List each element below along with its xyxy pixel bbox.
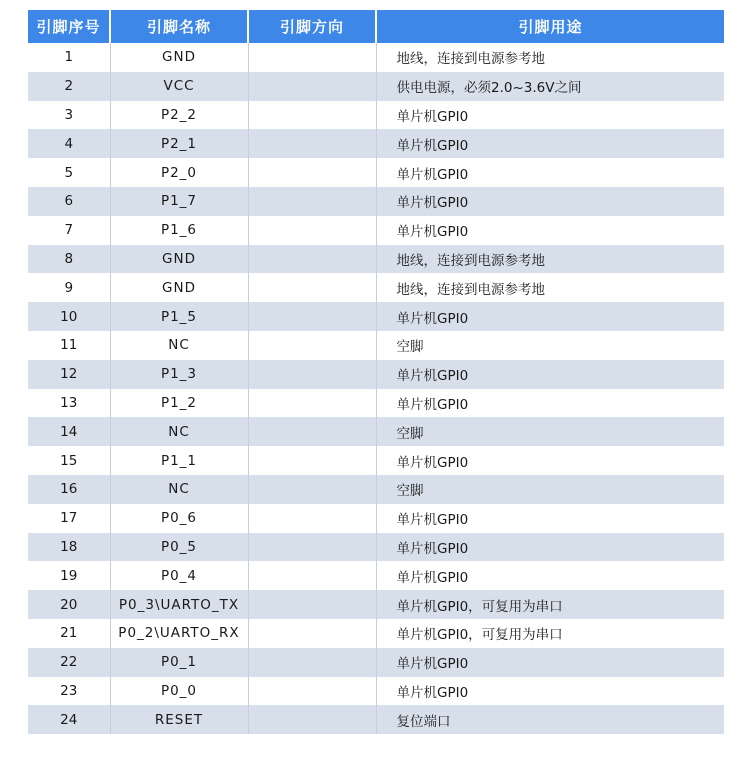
table-row — [28, 331, 724, 360]
pin-direction-cell — [248, 648, 376, 677]
pin-name-cell: P0_4 — [110, 561, 248, 590]
pin-name-cell: VCC — [110, 72, 248, 101]
table-row — [28, 72, 724, 101]
pin-usage-cell: 单片机GPI0 — [376, 101, 724, 130]
pin-name-cell: P0_6 — [110, 504, 248, 533]
pin-number-cell: 8 — [28, 245, 110, 274]
pin-usage-cell: 单片机GPI0 — [376, 360, 724, 389]
pin-number-cell: 24 — [28, 705, 110, 734]
table-row — [28, 389, 724, 418]
table-row — [28, 533, 724, 562]
pin-usage-cell: 空脚 — [376, 331, 724, 360]
pin-usage-cell: 单片机GPI0 — [376, 389, 724, 418]
pin-name-cell: P0_0 — [110, 677, 248, 706]
pin-table — [28, 10, 724, 734]
pin-direction-cell — [248, 446, 376, 475]
pin-direction-cell — [248, 360, 376, 389]
pin-name-cell: NC — [110, 475, 248, 504]
table-row — [28, 360, 724, 389]
pin-direction-cell — [248, 101, 376, 130]
pin-name-cell: P0_5 — [110, 533, 248, 562]
header-pin-number: 引脚序号 — [28, 10, 110, 43]
header-pin-name: 引脚名称 — [110, 10, 248, 43]
table-row — [28, 158, 724, 187]
pin-usage-cell: 单片机GPI0 — [376, 504, 724, 533]
pin-direction-cell — [248, 245, 376, 274]
header-pin-direction: 引脚方向 — [248, 10, 376, 43]
pin-direction-cell — [248, 216, 376, 245]
pin-direction-cell — [248, 273, 376, 302]
pin-direction-cell — [248, 389, 376, 418]
pin-name-cell: P0_1 — [110, 648, 248, 677]
pin-number-cell: 10 — [28, 302, 110, 331]
pin-usage-cell: 单片机GPI0 — [376, 187, 724, 216]
pin-number-cell: 18 — [28, 533, 110, 562]
pin-name-cell: P2_2 — [110, 101, 248, 130]
pin-name-cell: P1_3 — [110, 360, 248, 389]
pin-name-cell: P1_2 — [110, 389, 248, 418]
pin-table-header — [28, 10, 724, 43]
pin-name-cell: NC — [110, 417, 248, 446]
pin-usage-cell: 地线，连接到电源参考地 — [376, 245, 724, 274]
pin-usage-cell: 单片机GPI0 — [376, 446, 724, 475]
pin-number-cell: 2 — [28, 72, 110, 101]
pin-direction-cell — [248, 590, 376, 619]
pin-usage-cell: 单片机GPI0 — [376, 533, 724, 562]
pin-direction-cell — [248, 561, 376, 590]
table-row — [28, 561, 724, 590]
pin-number-cell: 21 — [28, 619, 110, 648]
pin-usage-cell: 单片机GPI0 — [376, 302, 724, 331]
pin-usage-cell: 单片机GPI0，可复用为串口 — [376, 619, 724, 648]
table-row — [28, 101, 724, 130]
pin-usage-cell: 单片机GPI0 — [376, 561, 724, 590]
pin-usage-cell: 单片机GPI0 — [376, 677, 724, 706]
pin-number-cell: 1 — [28, 43, 110, 72]
pin-number-cell: 14 — [28, 417, 110, 446]
pin-name-cell: P0_2\UARTO_RX — [110, 619, 248, 648]
pin-name-cell: P1_7 — [110, 187, 248, 216]
pin-number-cell: 23 — [28, 677, 110, 706]
pin-direction-cell — [248, 72, 376, 101]
table-row — [28, 619, 724, 648]
pin-direction-cell — [248, 504, 376, 533]
table-row — [28, 705, 724, 734]
pin-number-cell: 20 — [28, 590, 110, 619]
pin-direction-cell — [248, 677, 376, 706]
table-row — [28, 417, 724, 446]
pin-name-cell: P1_6 — [110, 216, 248, 245]
pin-usage-cell: 空脚 — [376, 417, 724, 446]
pin-usage-cell: 供电电源，必须2.0~3.6V之间 — [376, 72, 724, 101]
pin-number-cell: 17 — [28, 504, 110, 533]
pin-name-cell: RESET — [110, 705, 248, 734]
pin-direction-cell — [248, 331, 376, 360]
table-row — [28, 677, 724, 706]
pin-usage-cell: 单片机GPI0，可复用为串口 — [376, 590, 724, 619]
pin-direction-cell — [248, 417, 376, 446]
pin-number-cell: 12 — [28, 360, 110, 389]
pin-direction-cell — [248, 129, 376, 158]
pin-usage-cell: 地线，连接到电源参考地 — [376, 273, 724, 302]
pin-usage-cell: 空脚 — [376, 475, 724, 504]
pin-number-cell: 3 — [28, 101, 110, 130]
table-row — [28, 590, 724, 619]
pin-number-cell: 11 — [28, 331, 110, 360]
table-row — [28, 273, 724, 302]
pin-number-cell: 4 — [28, 129, 110, 158]
pin-number-cell: 9 — [28, 273, 110, 302]
pin-direction-cell — [248, 158, 376, 187]
pin-usage-cell: 复位端口 — [376, 705, 724, 734]
pin-number-cell: 22 — [28, 648, 110, 677]
pin-number-cell: 19 — [28, 561, 110, 590]
table-row — [28, 245, 724, 274]
pin-name-cell: P0_3\UARTO_TX — [110, 590, 248, 619]
table-row — [28, 446, 724, 475]
table-row — [28, 648, 724, 677]
pin-number-cell: 13 — [28, 389, 110, 418]
pin-name-cell: P1_5 — [110, 302, 248, 331]
table-row — [28, 216, 724, 245]
pin-direction-cell — [248, 475, 376, 504]
pin-name-cell: GND — [110, 245, 248, 274]
pin-number-cell: 5 — [28, 158, 110, 187]
table-row — [28, 129, 724, 158]
table-row — [28, 302, 724, 331]
table-row — [28, 187, 724, 216]
pin-direction-cell — [248, 302, 376, 331]
pin-usage-cell: 单片机GPI0 — [376, 129, 724, 158]
pin-table-container — [28, 10, 724, 734]
pin-usage-cell: 单片机GPI0 — [376, 648, 724, 677]
pin-direction-cell — [248, 619, 376, 648]
table-row — [28, 43, 724, 72]
pin-direction-cell — [248, 533, 376, 562]
pin-name-cell: NC — [110, 331, 248, 360]
pin-direction-cell — [248, 705, 376, 734]
pin-name-cell: P2_0 — [110, 158, 248, 187]
pin-name-cell: P1_1 — [110, 446, 248, 475]
pin-number-cell: 7 — [28, 216, 110, 245]
pin-usage-cell: 地线，连接到电源参考地 — [376, 43, 724, 72]
pin-number-cell: 15 — [28, 446, 110, 475]
pin-name-cell: P2_1 — [110, 129, 248, 158]
pin-direction-cell — [248, 43, 376, 72]
pin-usage-cell: 单片机GPI0 — [376, 216, 724, 245]
pin-number-cell: 16 — [28, 475, 110, 504]
pin-name-cell: GND — [110, 43, 248, 72]
pin-usage-cell: 单片机GPI0 — [376, 158, 724, 187]
pin-name-cell: GND — [110, 273, 248, 302]
header-pin-usage: 引脚用途 — [376, 10, 724, 43]
pin-direction-cell — [248, 187, 376, 216]
pin-number-cell: 6 — [28, 187, 110, 216]
pin-table-body — [28, 43, 724, 734]
table-row — [28, 475, 724, 504]
header-row — [28, 10, 724, 43]
table-row — [28, 504, 724, 533]
